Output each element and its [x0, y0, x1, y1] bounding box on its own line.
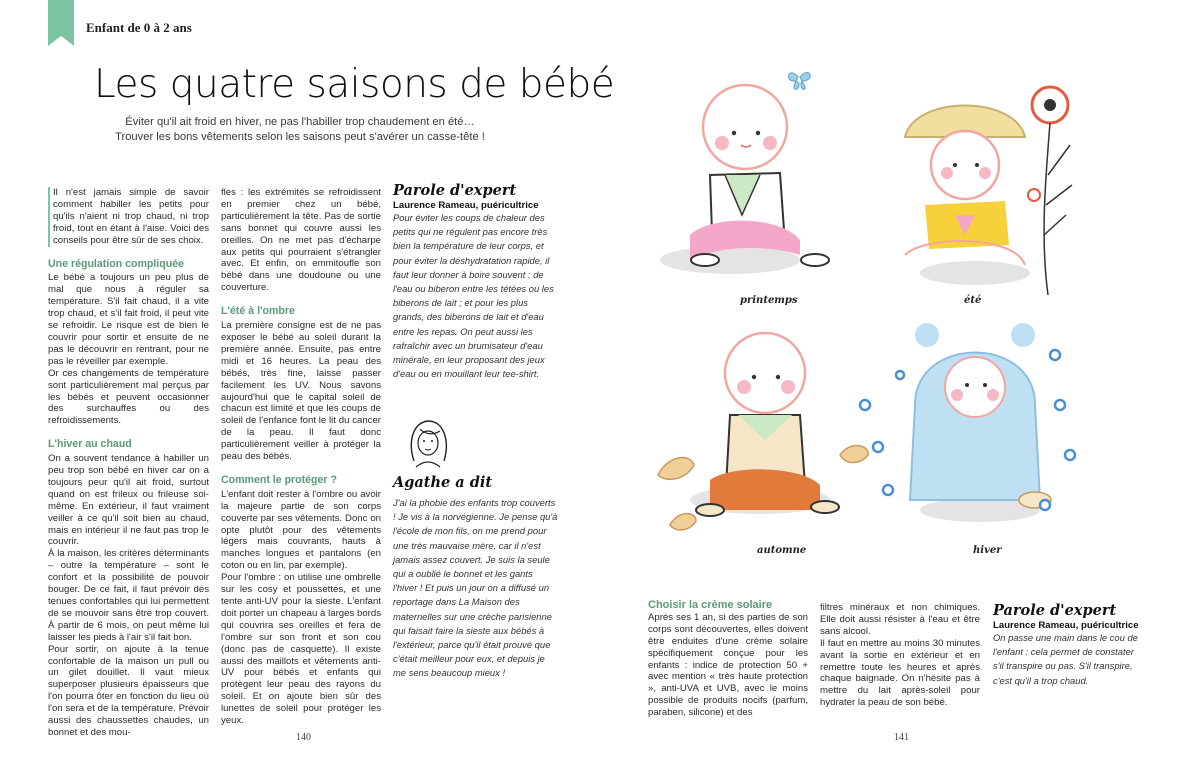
paragraph: Après ses 1 an, si des parties de son corps sont découvertes, elles doivent être enduites d'une crème solaire spécifiquement conçue pour les enfants : indice de protection 50 + avec mention « très haute protection », anti-UVA et UVB, avec le moins possible de produits nocifs (parfum, paraben, silicone) et des — [648, 611, 808, 719]
expert-box-right — [993, 602, 1143, 688]
paragraph: L'enfant doit rester à l'ombre ou avoir la majeure partie de son corps couverte par ses vêtements. Donc on opte plutôt pour des vêtements légers mais couvrants, hauts à manches longues et pantalons (en coton ou en lin, par exemple). — [221, 488, 381, 572]
paragraph: On a souvent tendance à habiller un peu trop son bébé en hiver car on a toujours peur qu'il ait froid, surtout quand on est frileux ou frileuse soi-même. En extérieur, il faut vraiment veiller à ce qu'il soit bien au chaud, mais en intérieur il ne faut pas trop le couvrir. — [48, 453, 209, 548]
flower-icon — [1028, 87, 1072, 295]
heading-sunscreen: Choisir la crème solaire — [648, 599, 773, 611]
paragraph: À la maison, les critères déterminants – outre la température – sont le confort et la possibilité de pouvoir bouger. De ce fait, il faut prévoir des tenues confortables qui lui permettent de se mouvoir sans être trop couvert. À partir de 6 mois, on peut même lui laisser les pieds à l'air s'il fait bon. — [48, 548, 209, 643]
label-automne: automne — [757, 545, 807, 556]
expert-name: Laurence Rameau, puéricultrice — [393, 200, 539, 211]
baby-printemps — [660, 85, 829, 274]
heading-regulation: Une régulation compliquée — [48, 257, 184, 270]
heading-summer: L'été à l'ombre — [221, 305, 295, 318]
paragraph: La première consigne est de ne pas exposer le bébé au soleil durant la première année. Ensuite, pas entre midi et 16 heures. La peau des bébés, très fine, laisse passer facilement les UV. Nous savons aujourd'hui que le capital soleil de chacun est limité et que les coups de soleil de l'enfance font le lit du cancer de la peau. Il faut donc particulièrement veiller à protéger la peau des bébés. — [221, 320, 381, 463]
paragraph: Pour l'ombre : on utilise une ombrelle sur les cosy et poussettes, et une tente anti-UV pour la sieste. L'enfant doit porter un chapeau à larges bords qui couvrira ses oreilles et fera de l'ombre sur son front et son cou (donc pas de casquette). Il existe aussi des maillots et vêtements anti-UV pour bébés et enfants qui protègent leur peau des rayons du soleil. Et on ajoute bien sûr des lunettes de soleil pour protéger les yeux. — [221, 572, 381, 727]
expert-quote: On passe une main dans le cou de l'enfant : cela permet de constater s'il transpire ou pas. S'il transpire, c'est qu'il a trop chaud. — [993, 632, 1138, 686]
baby-hiver — [910, 323, 1051, 522]
label-hiver: hiver — [973, 545, 1002, 556]
heading-winter: L'hiver au chaud — [48, 438, 132, 451]
expert-quote: Pour éviter les coups de chaleur des petits qui ne régulent pas encore très bien la température de leur corps, et pour éviter la déshydratation rapide, il faut leur donner à boire souvent : de l'eau ou biberon entre les tétées ou les biberons de lait ; et pour les plus grands, des biberons de lait et d'eau entre les repas. On peut aussi les rafraîchir avec un brumisateur d'eau minérale, en leur proposant des jeux d'eau ou en mouillant leur tee-shirt. — [393, 212, 554, 380]
baby-ete — [905, 106, 1030, 286]
illustration-area — [650, 55, 1200, 575]
paragraph: filtres minéraux et non chimiques. Elle doit aussi résister à l'eau et être sans alcool. — [820, 602, 980, 637]
column-2 — [221, 187, 381, 727]
column-1 — [48, 187, 209, 739]
agathe-title: Agathe a dit — [393, 474, 493, 491]
intro-paragraph: Il n'est jamais simple de savoir comment habiller les petits pour qu'ils n'aient ni trop chaud, ni trop froid, tout en étant à l'aise. Voici des conseils pour être sûr de ses choix. — [48, 187, 209, 247]
expert-box — [393, 182, 558, 381]
paragraph: Le bébé a toujours un peu plus de mal que nous à réguler sa température. S'il fait chaud, il a vite trop chaud, et s'il fait froid, il peut vite se refroidir. Le risque est de bien le couvrir pour sortir et ensuite de ne pas le découvrir en rentrant, pour ne pas le réveiller par exemple. — [48, 272, 209, 367]
label-printemps: printemps — [740, 295, 798, 306]
page-number-right: 141 — [894, 732, 909, 743]
expert-title: Parole d'expert — [993, 602, 1117, 619]
article-title: Les quatre saisons de bébé — [94, 62, 615, 107]
butterfly-icon — [789, 73, 811, 90]
subtitle-line: Trouver les bons vêtements selon les saisons peut s'avérer un casse-tête ! — [115, 131, 485, 143]
paragraph: Or ces changements de température sont particulièrement mal perçus par les bébés et peuvent occasionner des surchauffes ou des refroidissements. — [48, 367, 209, 427]
baby-automne — [690, 333, 839, 516]
paragraph: Pour sortir, on ajoute à la tenue confortable de la maison un pull ou un gilet douillet. Il vaut mieux superposer plusieurs épaisseurs que l'on pourra ôter en fonction du lieu où l'on sera et de la température. Prévoir aussi des chaussettes chaudes, un bonnet et des mou- — [48, 643, 209, 738]
right-column-1 — [648, 600, 808, 719]
right-column-2 — [820, 602, 980, 709]
subtitle-line: Éviter qu'il ait froid en hiver, ne pas l'habiller trop chaudement en été… — [125, 116, 475, 128]
woman-portrait-icon — [400, 413, 456, 469]
article-subtitle — [100, 115, 500, 145]
page-number-left: 140 — [296, 732, 311, 743]
section-label: Enfant de 0 à 2 ans — [86, 20, 192, 35]
expert-name: Laurence Rameau, puéricultrice — [993, 620, 1139, 631]
heading-protect: Comment le protéger ? — [221, 473, 337, 486]
agathe-box — [393, 474, 558, 681]
label-ete: été — [964, 295, 982, 306]
expert-title: Parole d'expert — [393, 182, 517, 199]
bookmark-tab-icon — [48, 0, 74, 46]
paragraph: Il faut en mettre au moins 30 minutes avant la sortie en extérieur et en remettre toute les heures et après chaque baignade. On n'hésite pas à mettre du lait après-soleil pour hydrater la peau de son bébé. — [820, 637, 980, 709]
agathe-quote: J'ai la phobie des enfants trop couverts ! Je vis à la norvégienne. Je pense qu'à l'école de mon fils, on me prend pour une très mauvaise mère, car il n'est jamais assez couvert. Je suis la seule qui a oublié le bonnet et les gants l'hiver ! Et puis un jour on a diffusé un reportage dans La Maison des maternelles sur une crèche parisienne qui faisait faire la sieste aux bébés à l'extérieur, parce qu'il était prouvé que c'était meilleur pour eux, et depuis je me sens beaucoup mieux ! — [393, 497, 558, 679]
paragraph: fles : les extrémités se refroidissent en premier chez un bébé, particulièrement la tête. Pas de sortie sans bonnet qui couvre aussi les oreilles. On ne met pas d'écharpe aux petits qui pourraient s'étrangler avec. Et enfin, on emmitoufle son bébé dans une doudoune ou une couverture. — [221, 187, 381, 294]
